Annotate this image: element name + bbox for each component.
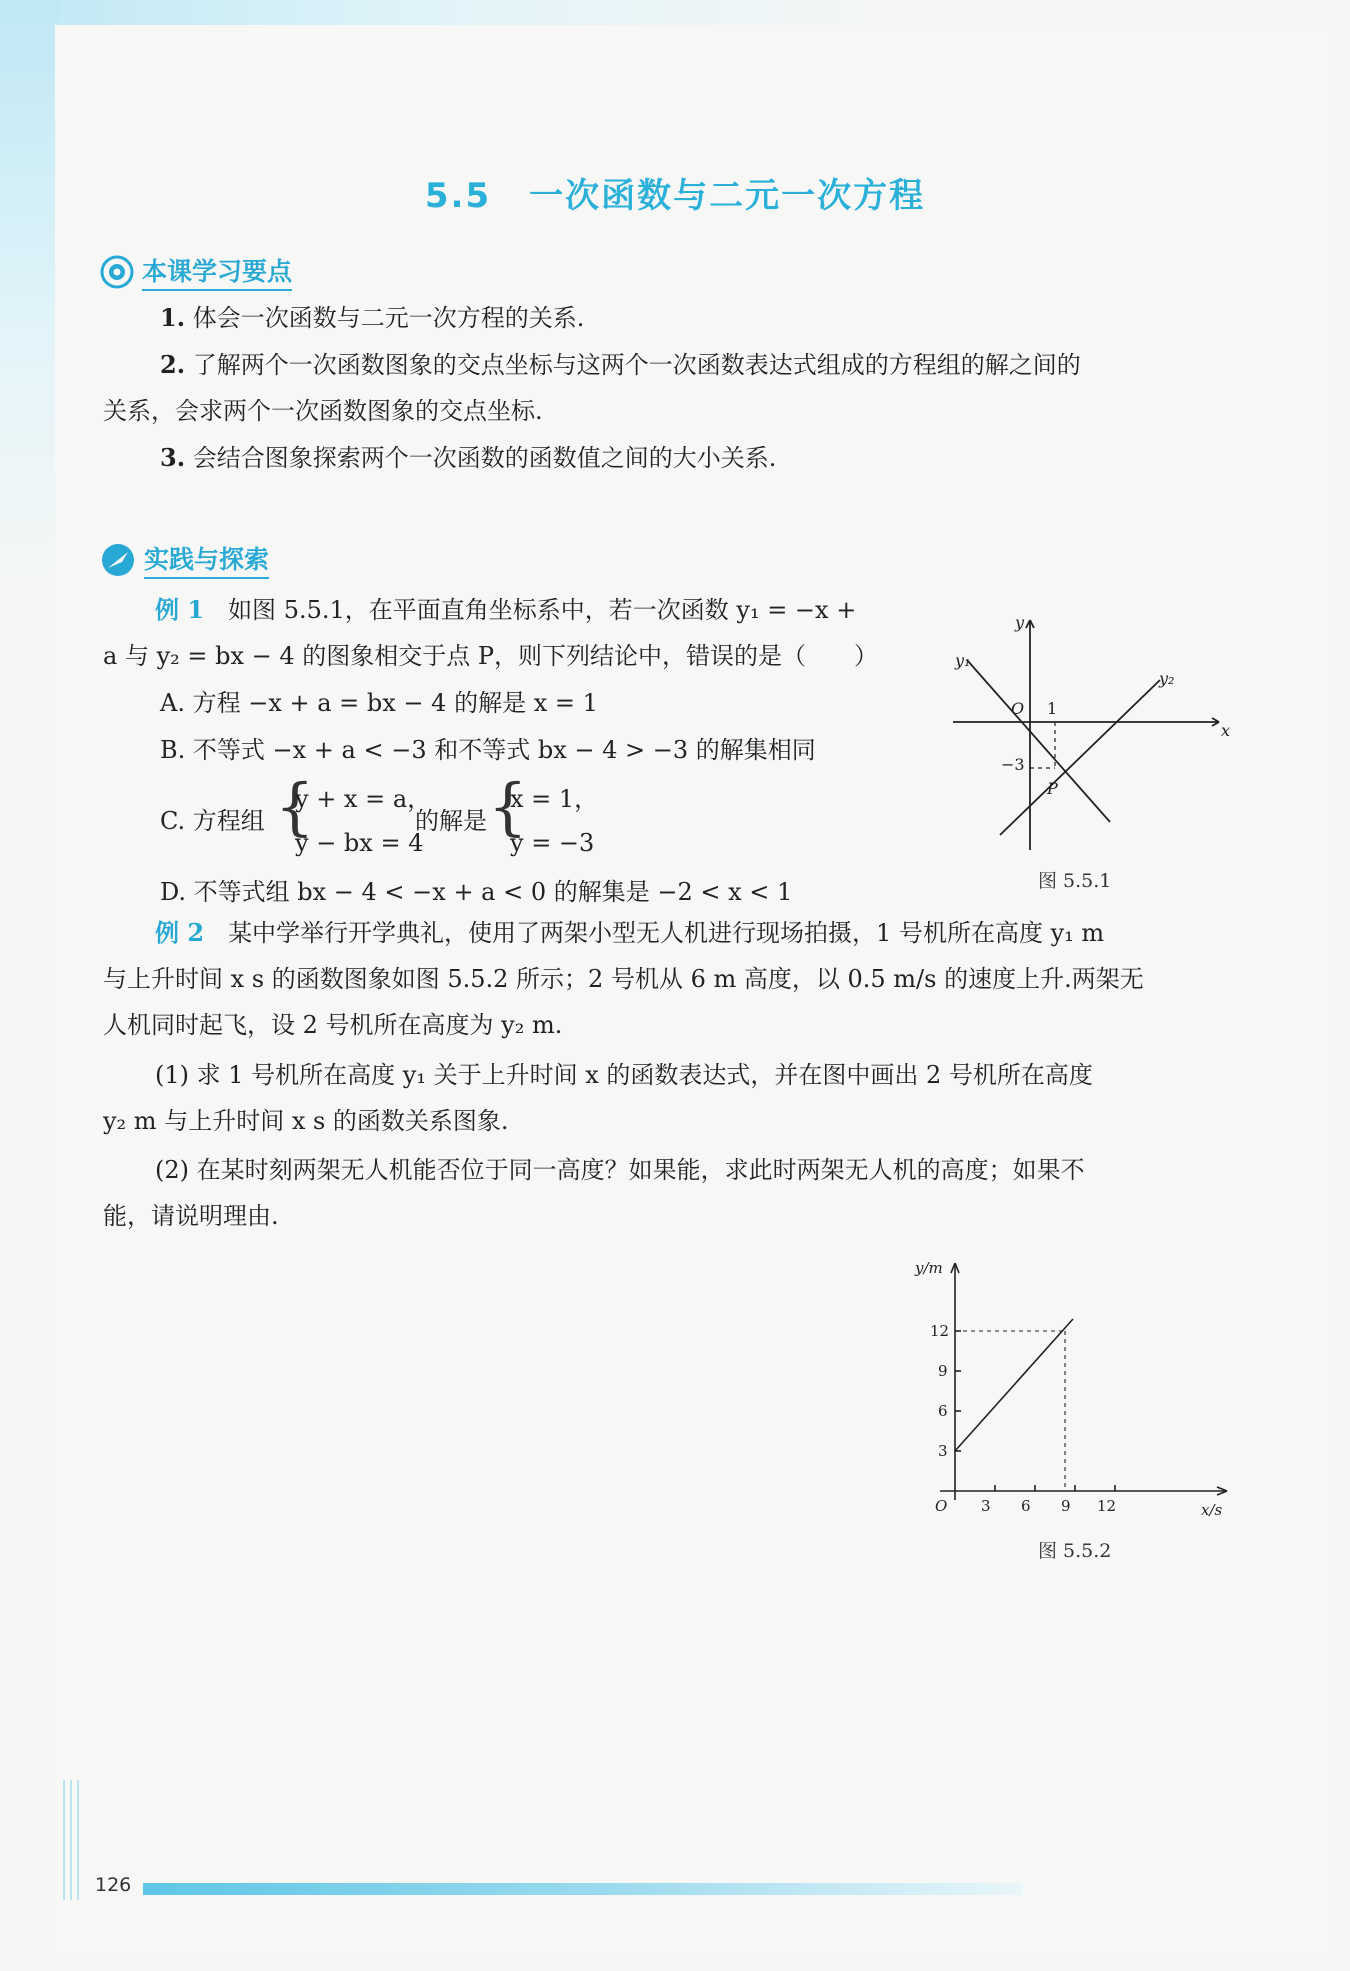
option-d: D. 不等式组 bx − 4 < −x + a < 0 的解集是 −2 < x < 1 — [160, 878, 793, 906]
example2-q2-line1: (2) 在某时刻两架无人机能否位于同一高度？如果能，求此时两架无人机的高度；如果不 — [155, 1156, 1085, 1184]
fig2-origin: O — [935, 1497, 948, 1515]
key-point-3: 3. 会结合图象探索两个一次函数的函数值之间的大小关系. — [160, 443, 777, 472]
option-a: A. 方程 −x + a = bx − 4 的解是 x = 1 — [160, 689, 598, 717]
fig2-ytick: 9 — [938, 1362, 948, 1380]
example2-line3: 人机同时起飞，设 2 号机所在高度为 y₂ m. — [103, 1011, 563, 1039]
example2-line1: 例 2 某中学举行开学典礼，使用了两架小型无人机进行现场拍摄，1 号机所在高度 y₁ m — [155, 918, 1105, 947]
example2-q1-line2: y₂ m 与上升时间 x s 的函数关系图象. — [103, 1107, 509, 1135]
brace-left-2: { — [488, 770, 528, 843]
x-ticks — [995, 1485, 1115, 1491]
section-header-key-points — [100, 252, 292, 291]
option-c-eq2: y − bx = 4 — [295, 829, 424, 857]
fig2-ytick: 3 — [938, 1442, 948, 1460]
footer-bar — [143, 1883, 1023, 1895]
key-point-2-continued: 关系，会求两个一次函数图象的交点坐标. — [103, 397, 543, 425]
page-number: 126 — [95, 1874, 132, 1896]
footer-rule — [70, 1780, 72, 1900]
footer-rule — [63, 1780, 65, 1900]
figure-5-5-2 — [905, 1255, 1240, 1525]
fig2-xtick: 12 — [1097, 1497, 1117, 1515]
section-header-label: 本课学习要点 — [142, 252, 292, 291]
option-c-sol1: x = 1， — [510, 785, 599, 813]
fig2-ytick: 12 — [930, 1322, 950, 1340]
footer-rule — [77, 1780, 79, 1900]
fig2-xtick: 3 — [981, 1497, 991, 1515]
section-header-practice — [100, 540, 269, 579]
example2-q1-line1: (1) 求 1 号机所在高度 y₁ 关于上升时间 x 的函数表达式，并在图中画出 2 号机所在高度 — [155, 1061, 1093, 1089]
line-y1 — [955, 1319, 1073, 1451]
fig1-y-label: y — [1015, 613, 1025, 632]
fig1-tick-1: 1 — [1047, 699, 1058, 718]
dashed-guides — [955, 1331, 1065, 1491]
fig2-y-label: y/m — [915, 1259, 943, 1277]
y-ticks — [955, 1331, 961, 1451]
section-title: 一次函数与二元一次方程 — [529, 176, 926, 216]
option-c-sol2: y = −3 — [510, 829, 595, 857]
example1-line1: 例 1 如图 5.5.1，在平面直角坐标系中，若一次函数 y₁ = −x + — [155, 595, 857, 624]
example2-line2: 与上升时间 x s 的函数图象如图 5.5.2 所示；2 号机从 6 m 高度，以 0.5 m/s 的速度上升.两架无 — [103, 965, 1144, 993]
figure-5-5-1-caption: 图 5.5.1 — [1038, 870, 1112, 892]
fig2-x-label: x/s — [1201, 1501, 1223, 1519]
section-header-label: 实践与探索 — [144, 540, 269, 579]
fig1-y1-label: y₁ — [955, 651, 971, 670]
figure-5-5-1 — [945, 610, 1245, 860]
page-decoration-left — [0, 0, 60, 620]
compass-icon — [100, 542, 136, 578]
fig2-xtick: 9 — [1061, 1497, 1071, 1515]
target-icon — [100, 255, 134, 289]
fig1-origin: O — [1011, 699, 1025, 718]
fig1-x-label: x — [1221, 721, 1231, 740]
fig2-ytick: 6 — [938, 1402, 948, 1420]
fig1-y2-label: y₂ — [1159, 669, 1175, 688]
fig1-tick-neg3: −3 — [1001, 755, 1025, 774]
example2-q2-line2: 能，请说明理由. — [103, 1202, 279, 1230]
key-point-2: 2. 了解两个一次函数图象的交点坐标与这两个一次函数表达式组成的方程组的解之间的 — [160, 350, 1081, 379]
figure-5-5-2-caption: 图 5.5.2 — [1038, 1540, 1112, 1562]
key-point-1: 1. 体会一次函数与二元一次方程的关系. — [160, 303, 585, 332]
brace-left-1: { — [275, 770, 315, 843]
option-b: B. 不等式 −x + a < −3 和不等式 bx − 4 > −3 的解集相同 — [160, 736, 816, 764]
option-c-eq1: y + x = a， — [295, 785, 432, 813]
option-c-prefix: C. 方程组 — [160, 807, 265, 835]
section-number: 5.5 — [424, 176, 492, 216]
example1-line2: a 与 y₂ = bx − 4 的图象相交于点 P，则下列结论中，错误的是（ ） — [103, 642, 879, 670]
fig1-point-p: P — [1047, 779, 1058, 798]
option-c-mid: 的解是 — [415, 807, 487, 835]
fig2-xtick: 6 — [1021, 1497, 1031, 1515]
page-title — [0, 168, 1350, 217]
